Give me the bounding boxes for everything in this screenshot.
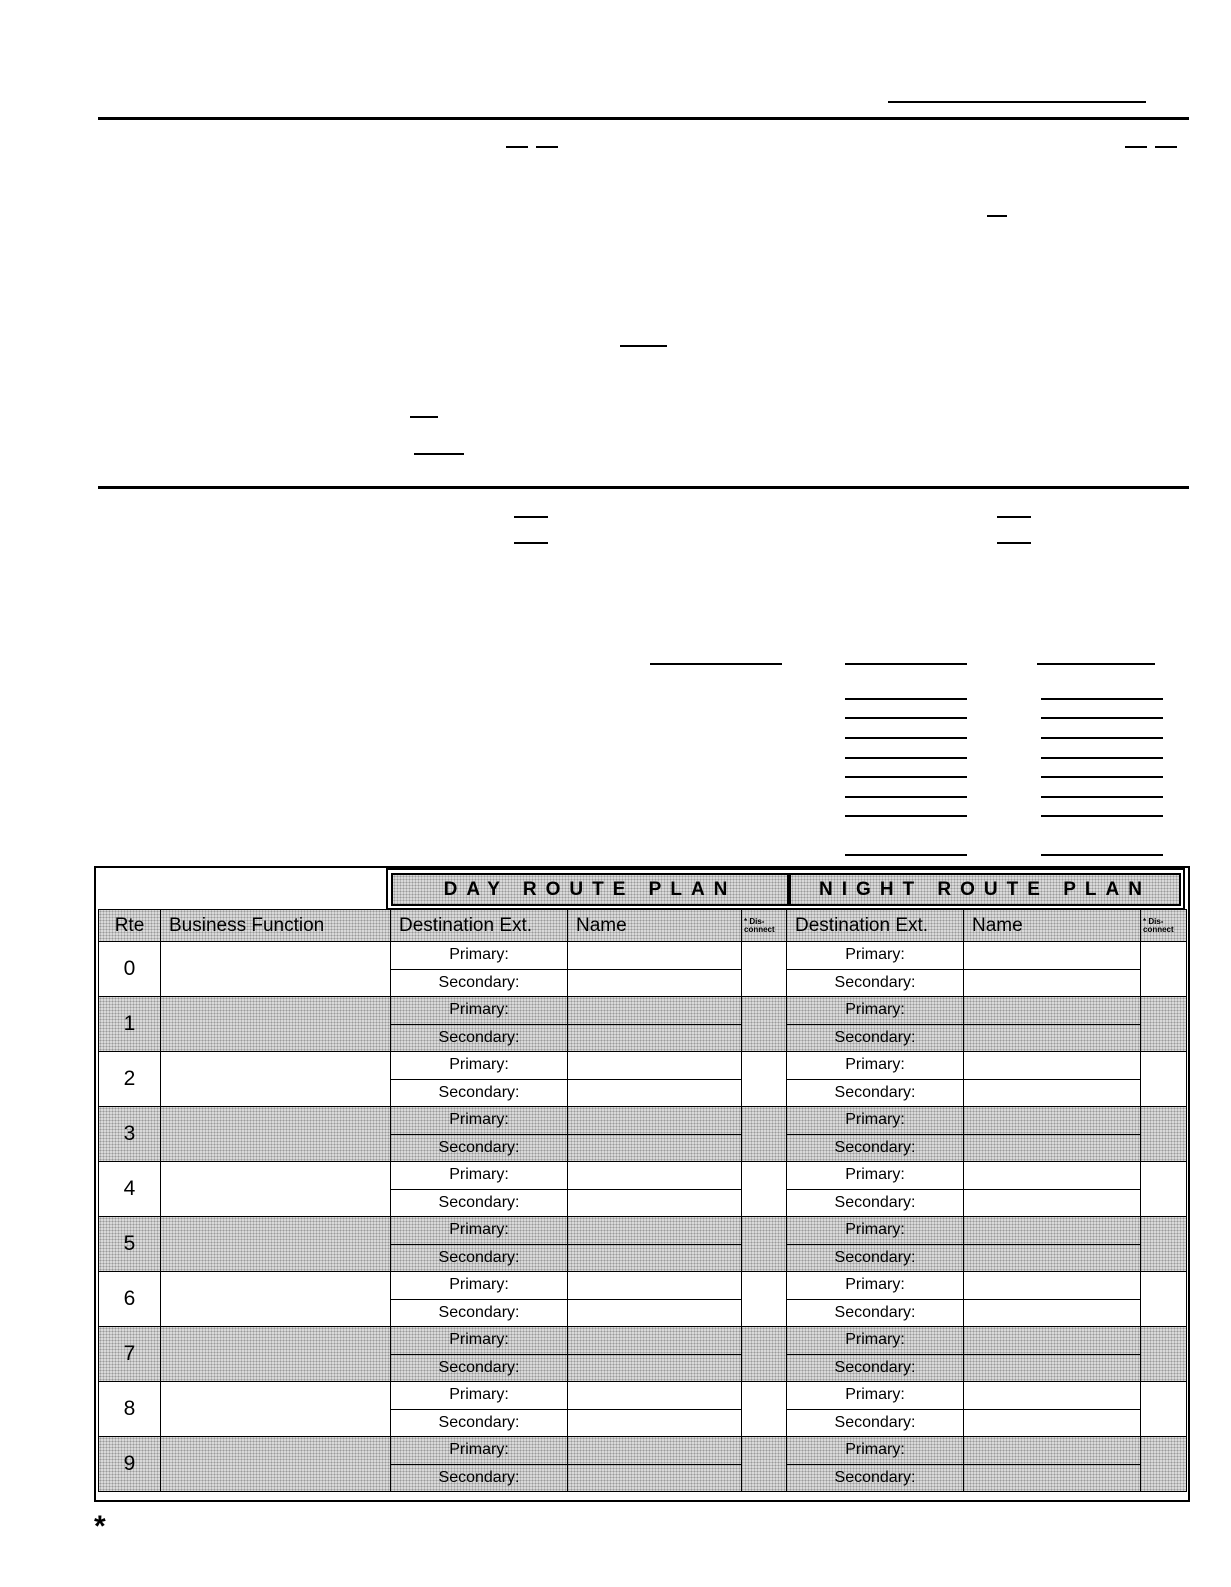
business-function-cell[interactable] (161, 1162, 391, 1217)
day-primary-label: Primary: (391, 1107, 568, 1135)
day-disconnect-cell[interactable] (742, 1272, 787, 1327)
col-night-destination: Destination Ext. (787, 910, 964, 942)
night-disconnect-cell[interactable] (1141, 1382, 1187, 1437)
night-primary-name-cell[interactable] (964, 1382, 1141, 1410)
business-function-cell[interactable] (161, 1272, 391, 1327)
blank-f[interactable] (414, 453, 464, 455)
night-secondary-label: Secondary: (787, 1024, 964, 1052)
day-secondary-label: Secondary: (391, 1244, 568, 1272)
business-function-cell[interactable] (161, 1217, 391, 1272)
blank-col2-7[interactable] (1041, 815, 1163, 817)
table-row (99, 1217, 1187, 1245)
day-disconnect-cell[interactable] (742, 942, 787, 997)
table-row (99, 1162, 1187, 1190)
blank-a1[interactable] (506, 146, 528, 148)
night-disconnect-cell[interactable] (1141, 1162, 1187, 1217)
night-route-plan-title: NIGHT ROUTE PLAN (789, 873, 1181, 906)
day-primary-name-cell[interactable] (568, 1272, 742, 1300)
day-secondary-name-cell[interactable] (568, 1024, 742, 1052)
night-disconnect-cell[interactable] (1141, 997, 1187, 1052)
night-secondary-name-cell[interactable] (964, 1134, 1141, 1162)
day-primary-label: Primary: (391, 1052, 568, 1080)
route-number: 1 (99, 997, 161, 1052)
night-primary-name-cell[interactable] (964, 1327, 1141, 1355)
night-secondary-name-cell[interactable] (964, 969, 1141, 997)
night-secondary-name-cell[interactable] (964, 1299, 1141, 1327)
blank-e[interactable] (410, 416, 438, 418)
day-primary-label: Primary: (391, 1382, 568, 1410)
day-primary-label: Primary: (391, 997, 568, 1025)
blank-col1-6[interactable] (845, 796, 967, 798)
route-number: 8 (99, 1382, 161, 1437)
night-primary-name-cell[interactable] (964, 942, 1141, 970)
blank-c[interactable] (987, 215, 1007, 217)
day-secondary-label: Secondary: (391, 1079, 568, 1107)
day-secondary-name-cell[interactable] (568, 1409, 742, 1437)
blank-a2[interactable] (536, 146, 558, 148)
night-primary-name-cell[interactable] (964, 1107, 1141, 1135)
night-primary-label: Primary: (787, 1272, 964, 1300)
route-number: 2 (99, 1052, 161, 1107)
day-primary-name-cell[interactable] (568, 997, 742, 1025)
day-primary-name-cell[interactable] (568, 1107, 742, 1135)
day-disconnect-cell[interactable] (742, 1382, 787, 1437)
day-secondary-name-cell[interactable] (568, 1299, 742, 1327)
blank-col2-1[interactable] (1041, 698, 1163, 700)
day-disconnect-cell[interactable] (742, 1437, 787, 1492)
day-disconnect-cell[interactable] (742, 1327, 787, 1382)
blank-g2[interactable] (514, 542, 548, 544)
blank-col1-4[interactable] (845, 757, 967, 759)
blank-col1-1[interactable] (845, 698, 967, 700)
table-row (99, 1327, 1187, 1355)
route-number: 3 (99, 1107, 161, 1162)
blank-col1-2[interactable] (845, 717, 967, 719)
business-function-cell[interactable] (161, 997, 391, 1052)
blank-h2[interactable] (997, 542, 1031, 544)
day-secondary-name-cell[interactable] (568, 969, 742, 997)
route-number: 4 (99, 1162, 161, 1217)
business-function-cell[interactable] (161, 1052, 391, 1107)
night-secondary-label: Secondary: (787, 969, 964, 997)
day-secondary-name-cell[interactable] (568, 1189, 742, 1217)
col-business-function: Business Function (161, 910, 391, 942)
night-primary-name-cell[interactable] (964, 1162, 1141, 1190)
night-secondary-name-cell[interactable] (964, 1024, 1141, 1052)
col-day-disconnect: * Dis- connect (742, 910, 787, 942)
blank-col2-3[interactable] (1041, 737, 1163, 739)
table-row (99, 1052, 1187, 1080)
day-route-plan-title: DAY ROUTE PLAN (391, 873, 789, 906)
blank-h1[interactable] (997, 516, 1031, 518)
blank-col2-2[interactable] (1041, 717, 1163, 719)
business-function-cell[interactable] (161, 1327, 391, 1382)
blank-d[interactable] (620, 345, 667, 347)
night-secondary-label: Secondary: (787, 1134, 964, 1162)
table-row (99, 997, 1187, 1025)
day-secondary-name-cell[interactable] (568, 1354, 742, 1382)
day-secondary-label: Secondary: (391, 1134, 568, 1162)
blank-i[interactable] (650, 663, 782, 665)
blank-col2-6[interactable] (1041, 796, 1163, 798)
blank-g1[interactable] (514, 516, 548, 518)
night-primary-label: Primary: (787, 1217, 964, 1245)
day-primary-name-cell[interactable] (568, 1382, 742, 1410)
night-primary-label: Primary: (787, 1437, 964, 1465)
footnote-asterisk: * (94, 1510, 106, 1543)
blank-col1-5[interactable] (845, 776, 967, 778)
night-secondary-name-cell[interactable] (964, 1354, 1141, 1382)
blank-col2-8[interactable] (1041, 854, 1163, 856)
night-primary-name-cell[interactable] (964, 997, 1141, 1025)
night-primary-name-cell[interactable] (964, 1272, 1141, 1300)
blank-col2-5[interactable] (1041, 776, 1163, 778)
day-primary-name-cell[interactable] (568, 1327, 742, 1355)
blank-col1-8[interactable] (845, 854, 967, 856)
night-primary-label: Primary: (787, 942, 964, 970)
middle-rule (98, 486, 1189, 489)
day-secondary-label: Secondary: (391, 1409, 568, 1437)
night-primary-label: Primary: (787, 1052, 964, 1080)
day-secondary-label: Secondary: (391, 1354, 568, 1382)
blank-col1-0[interactable] (845, 663, 967, 665)
night-primary-name-cell[interactable] (964, 1217, 1141, 1245)
night-primary-label: Primary: (787, 1327, 964, 1355)
table-row (99, 942, 1187, 970)
business-function-cell[interactable] (161, 1437, 391, 1492)
night-disconnect-cell[interactable] (1141, 1217, 1187, 1272)
blank-b1[interactable] (1125, 146, 1147, 148)
business-function-cell[interactable] (161, 1382, 391, 1437)
night-secondary-name-cell[interactable] (964, 1464, 1141, 1492)
col-day-name: Name (568, 910, 742, 942)
header-blank[interactable] (888, 101, 1146, 103)
night-primary-name-cell[interactable] (964, 1437, 1141, 1465)
table-header-row (99, 910, 1187, 942)
night-disconnect-cell[interactable] (1141, 1327, 1187, 1382)
blank-col1-3[interactable] (845, 737, 967, 739)
night-secondary-label: Secondary: (787, 1354, 964, 1382)
route-number: 5 (99, 1217, 161, 1272)
day-disconnect-cell[interactable] (742, 997, 787, 1052)
blank-col2-4[interactable] (1041, 757, 1163, 759)
night-secondary-label: Secondary: (787, 1244, 964, 1272)
day-secondary-label: Secondary: (391, 1299, 568, 1327)
day-primary-name-cell[interactable] (568, 1162, 742, 1190)
day-disconnect-cell[interactable] (742, 1162, 787, 1217)
day-primary-label: Primary: (391, 1272, 568, 1300)
day-primary-label: Primary: (391, 1162, 568, 1190)
day-secondary-label: Secondary: (391, 1464, 568, 1492)
day-primary-label: Primary: (391, 942, 568, 970)
table-row (99, 1437, 1187, 1465)
col-night-disconnect: * Dis- connect (1141, 910, 1187, 942)
night-secondary-name-cell[interactable] (964, 1189, 1141, 1217)
day-primary-name-cell[interactable] (568, 1052, 742, 1080)
night-secondary-label: Secondary: (787, 1079, 964, 1107)
col-night-name: Name (964, 910, 1141, 942)
day-primary-label: Primary: (391, 1327, 568, 1355)
day-secondary-name-cell[interactable] (568, 1464, 742, 1492)
day-secondary-name-cell[interactable] (568, 1244, 742, 1272)
table-row (99, 1107, 1187, 1135)
col-day-destination: Destination Ext. (391, 910, 568, 942)
night-secondary-label: Secondary: (787, 1409, 964, 1437)
night-secondary-name-cell[interactable] (964, 1244, 1141, 1272)
night-disconnect-cell[interactable] (1141, 1272, 1187, 1327)
blank-col1-7[interactable] (845, 815, 967, 817)
night-secondary-name-cell[interactable] (964, 1409, 1141, 1437)
night-disconnect-cell[interactable] (1141, 1052, 1187, 1107)
route-table (98, 909, 1187, 1492)
business-function-cell[interactable] (161, 1107, 391, 1162)
business-function-cell[interactable] (161, 942, 391, 997)
night-secondary-label: Secondary: (787, 1299, 964, 1327)
night-primary-label: Primary: (787, 1107, 964, 1135)
table-row (99, 1382, 1187, 1410)
route-number: 6 (99, 1272, 161, 1327)
day-primary-label: Primary: (391, 1217, 568, 1245)
day-secondary-label: Secondary: (391, 1024, 568, 1052)
route-number: 0 (99, 942, 161, 997)
blank-b2[interactable] (1155, 146, 1177, 148)
night-secondary-name-cell[interactable] (964, 1079, 1141, 1107)
night-primary-label: Primary: (787, 1162, 964, 1190)
day-secondary-name-cell[interactable] (568, 1134, 742, 1162)
day-disconnect-cell[interactable] (742, 1217, 787, 1272)
night-secondary-label: Secondary: (787, 1464, 964, 1492)
night-primary-label: Primary: (787, 1382, 964, 1410)
route-number: 7 (99, 1327, 161, 1382)
table-row (99, 1272, 1187, 1300)
col-rte: Rte (99, 910, 161, 942)
blank-col2-0[interactable] (1037, 663, 1155, 665)
route-number: 9 (99, 1437, 161, 1492)
top-rule (98, 117, 1189, 120)
day-disconnect-cell[interactable] (742, 1052, 787, 1107)
day-primary-name-cell[interactable] (568, 1437, 742, 1465)
day-secondary-label: Secondary: (391, 1189, 568, 1217)
night-disconnect-cell[interactable] (1141, 1437, 1187, 1492)
day-primary-label: Primary: (391, 1437, 568, 1465)
night-secondary-label: Secondary: (787, 1189, 964, 1217)
night-disconnect-cell[interactable] (1141, 1107, 1187, 1162)
night-primary-label: Primary: (787, 997, 964, 1025)
day-primary-name-cell[interactable] (568, 1217, 742, 1245)
day-secondary-label: Secondary: (391, 969, 568, 997)
day-primary-name-cell[interactable] (568, 942, 742, 970)
night-disconnect-cell[interactable] (1141, 942, 1187, 997)
day-disconnect-cell[interactable] (742, 1107, 787, 1162)
day-secondary-name-cell[interactable] (568, 1079, 742, 1107)
night-primary-name-cell[interactable] (964, 1052, 1141, 1080)
